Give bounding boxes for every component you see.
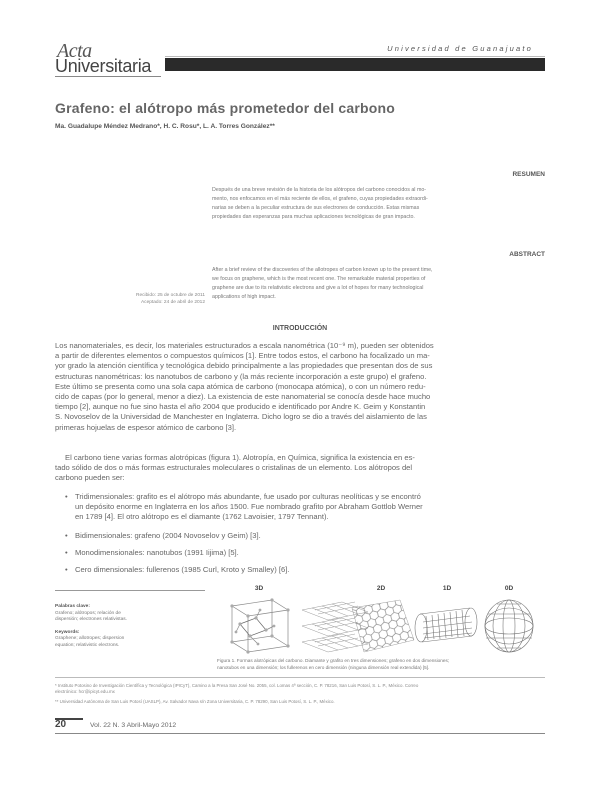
header-thin-rule bbox=[165, 56, 545, 57]
abstract-text bbox=[212, 266, 546, 302]
graphene-sheet-image bbox=[344, 596, 418, 656]
bullet-line: Tridimensionales: grafito es el alótropo más abundante, fue usado por culturas neolíticas y se encontró bbox=[75, 492, 421, 501]
page-number: 20 bbox=[55, 719, 67, 730]
keywords-es bbox=[55, 604, 207, 624]
keywords-es-label: Palabras clave: bbox=[55, 604, 90, 609]
intro-paragraph-2 bbox=[55, 453, 545, 484]
keywords-en-label: Keywords: bbox=[55, 629, 80, 635]
article-dates bbox=[95, 292, 205, 306]
resumen-line: mento, nos enfocamos en el más reciente de ellos, el grafeno, cuyas propiedades extraordi- bbox=[212, 195, 428, 202]
figure-caption bbox=[217, 658, 547, 671]
keywords-es-text: Grafeno; alótropos; relación de dispersión; electrones relativistas. bbox=[55, 610, 127, 622]
figure-panel-0d bbox=[472, 585, 546, 656]
body-line: a partir de diferentes elementos o compuestos químicos [1]. Entre todos estos, el carbono ha focalizado un ma- bbox=[55, 351, 430, 361]
resumen-text bbox=[212, 186, 546, 222]
article-title: Grafeno: el alótropo más prometedor del carbono bbox=[55, 100, 396, 116]
footer-rule bbox=[55, 733, 545, 734]
keywords-en-text: Graphene; allotropes; dispersion equation; relativistic electrons. bbox=[55, 636, 125, 648]
bullet-item-1d bbox=[65, 548, 545, 558]
panel-label: 1D bbox=[442, 585, 452, 592]
abstract-heading: ABSTRACT bbox=[509, 251, 545, 258]
logo-universitaria: Universitaria bbox=[55, 56, 152, 76]
intro-paragraph-1 bbox=[55, 341, 545, 433]
bullet-line: en 1789 [4]. El otro alótropo es el diamante (1762 Lavoisier, 1797 Tennant). bbox=[75, 512, 329, 522]
bullet-icon: • bbox=[65, 548, 68, 557]
bullet-icon: • bbox=[65, 565, 68, 574]
footnote-line: * Instituto Potosino de Investigación Científica y Tecnológica (IPICyT), Camino a la Presa San José No. 2055, col. Lomas 4ª sección, C. P. 78216, San Luis Potosí, S. L. P., México. Correo bbox=[55, 683, 419, 688]
abstract-line: graphene are due to its relativistic electrons and give a lot of hopes for many technological bbox=[212, 284, 424, 291]
keywords-en bbox=[55, 630, 207, 650]
bullet-icon: • bbox=[65, 492, 68, 501]
footnotes bbox=[55, 683, 545, 706]
volume-info: Vol. 22 N. 3 Abril-Mayo 2012 bbox=[90, 722, 177, 729]
bullet-item-3d bbox=[65, 492, 545, 523]
figure-panel-3d bbox=[222, 585, 296, 656]
resumen-line: narias se deben a la peculiar estructura de sus electrones de conducción. Estas mismas bbox=[212, 204, 420, 211]
bullet-line: un depósito enorme en Inglaterra en los años 1500. Fue nombrado grafito por Abraham Gottlob Werner bbox=[75, 502, 423, 512]
bullet-line: Cero dimensionales: fullerenos (1985 Curl, Kroto y Smalley) [6]. bbox=[75, 565, 290, 574]
body-line: primeras hojuelas de espesor atómico de carbono [3]. bbox=[55, 422, 237, 432]
panel-label: 2D bbox=[376, 585, 386, 592]
article-authors: Ma. Guadalupe Méndez Medrano*, H. C. Rosu*, L. A. Torres González** bbox=[55, 123, 275, 130]
header-bar bbox=[165, 58, 545, 71]
body-line: estructuras nanométricas: los nanotubos de carbono y (la más reciente incorporación a este grupo) el grafeno. bbox=[55, 371, 427, 381]
figure-panel-2d bbox=[344, 585, 418, 656]
abstract-line: After a brief review of the discoveries of the allotropes of carbon known up to the present time, bbox=[212, 267, 433, 273]
university-label: Universidad de Guanajuato bbox=[387, 44, 533, 53]
logo-acta: Acta bbox=[57, 40, 92, 62]
fullerene-image bbox=[472, 596, 546, 656]
footnote-line: ** Universidad Autónoma de San Luis Potosí (UASLP), Av. Salvador Nava s/n Zona Universitaria, C. P. 78290, San Luis Potosí, S. L. P., México. bbox=[55, 699, 335, 705]
body-line: cido de capas (por lo general, menor a diez). La existencia de este nanomaterial se conocía desde hace mucho bbox=[55, 392, 431, 402]
body-line: Este último se presenta como una sola capa atómica de carbono (monocapa atómica), o con un número redu- bbox=[55, 381, 426, 391]
keywords-box bbox=[55, 592, 207, 664]
caption-line: nanotubos en una dimensión; los fullerenos en cero dimensión (ninguna dimensión real extendida) [5]. bbox=[217, 664, 430, 670]
intro-heading: INTRODUCCIÓN bbox=[272, 325, 328, 332]
bullet-item-2d bbox=[65, 531, 545, 541]
bullet-line: Monodimensionales: nanotubos (1991 Iijima) [5]. bbox=[75, 548, 239, 557]
resumen-line: Después de una breve revisión de la historia de los alótropos del carbono conocidos al mo- bbox=[212, 187, 427, 193]
bullet-item-0d bbox=[65, 565, 545, 575]
keywords-top-rule bbox=[55, 590, 205, 591]
diamond-lattice-image bbox=[222, 596, 296, 656]
bullet-icon: • bbox=[65, 531, 68, 540]
resumen-heading: RESUMEN bbox=[512, 171, 545, 178]
resumen-line: propiedades dan esperanzas para muchas aplicaciones tecnológicas de gran impacto. bbox=[212, 213, 415, 220]
body-line: carbono pueden ser: bbox=[55, 473, 125, 483]
abstract-line: we focus on graphene, which is the most recent one. The remarkable material properties of bbox=[212, 275, 426, 282]
journal-logo bbox=[55, 40, 161, 80]
panel-label: 3D bbox=[254, 585, 264, 592]
received-date: Recibido: 25 de octubre de 2011 bbox=[136, 293, 205, 298]
logo-underline bbox=[55, 76, 161, 77]
body-line: yor grado la atención científica y tecnológica debido principalmente a las propiedades que presentan dos de sus bbox=[55, 361, 433, 371]
footnote-line: electrónico: hcr@ipicyt.edu.mx bbox=[55, 689, 115, 695]
bullet-line: Bidimensionales: grafeno (2004 Novoselov y Geim) [3]. bbox=[75, 531, 261, 540]
body-line: tado sólido de dos o más formas estructurales moleculares o cristalinas de un elemento. Los alótropos del bbox=[55, 463, 413, 473]
footnote-rule bbox=[55, 677, 545, 678]
body-line: S. Novoselov de la Universidad de Manchester en Inglaterra. Dicho logro se dio a través del aislamiento de las bbox=[55, 412, 427, 422]
abstract-line: applications of high impact. bbox=[212, 293, 276, 300]
body-line: Los nanomateriales, es decir, los materiales estructurados a escala nanométrica (10⁻⁹ m), pueden ser obtenidos bbox=[55, 341, 434, 350]
body-line: tiempo [2], aunque no fue sino hasta el año 2004 que producido e identificado por Andre K. Geim y Konstantin bbox=[55, 402, 426, 412]
panel-label: 0D bbox=[504, 585, 514, 592]
body-line: El carbono tiene varias formas alotrópicas (figura 1). Alotropía, en Química, significa la existencia en es- bbox=[65, 453, 415, 462]
caption-line: Figura 1. Formas alotrópicas del carbono. Diamante y grafito en tres dimensiones; grafeno en dos dimensiones; bbox=[217, 658, 450, 663]
accepted-date: Aceptado: 24 de abril de 2012 bbox=[140, 300, 205, 305]
